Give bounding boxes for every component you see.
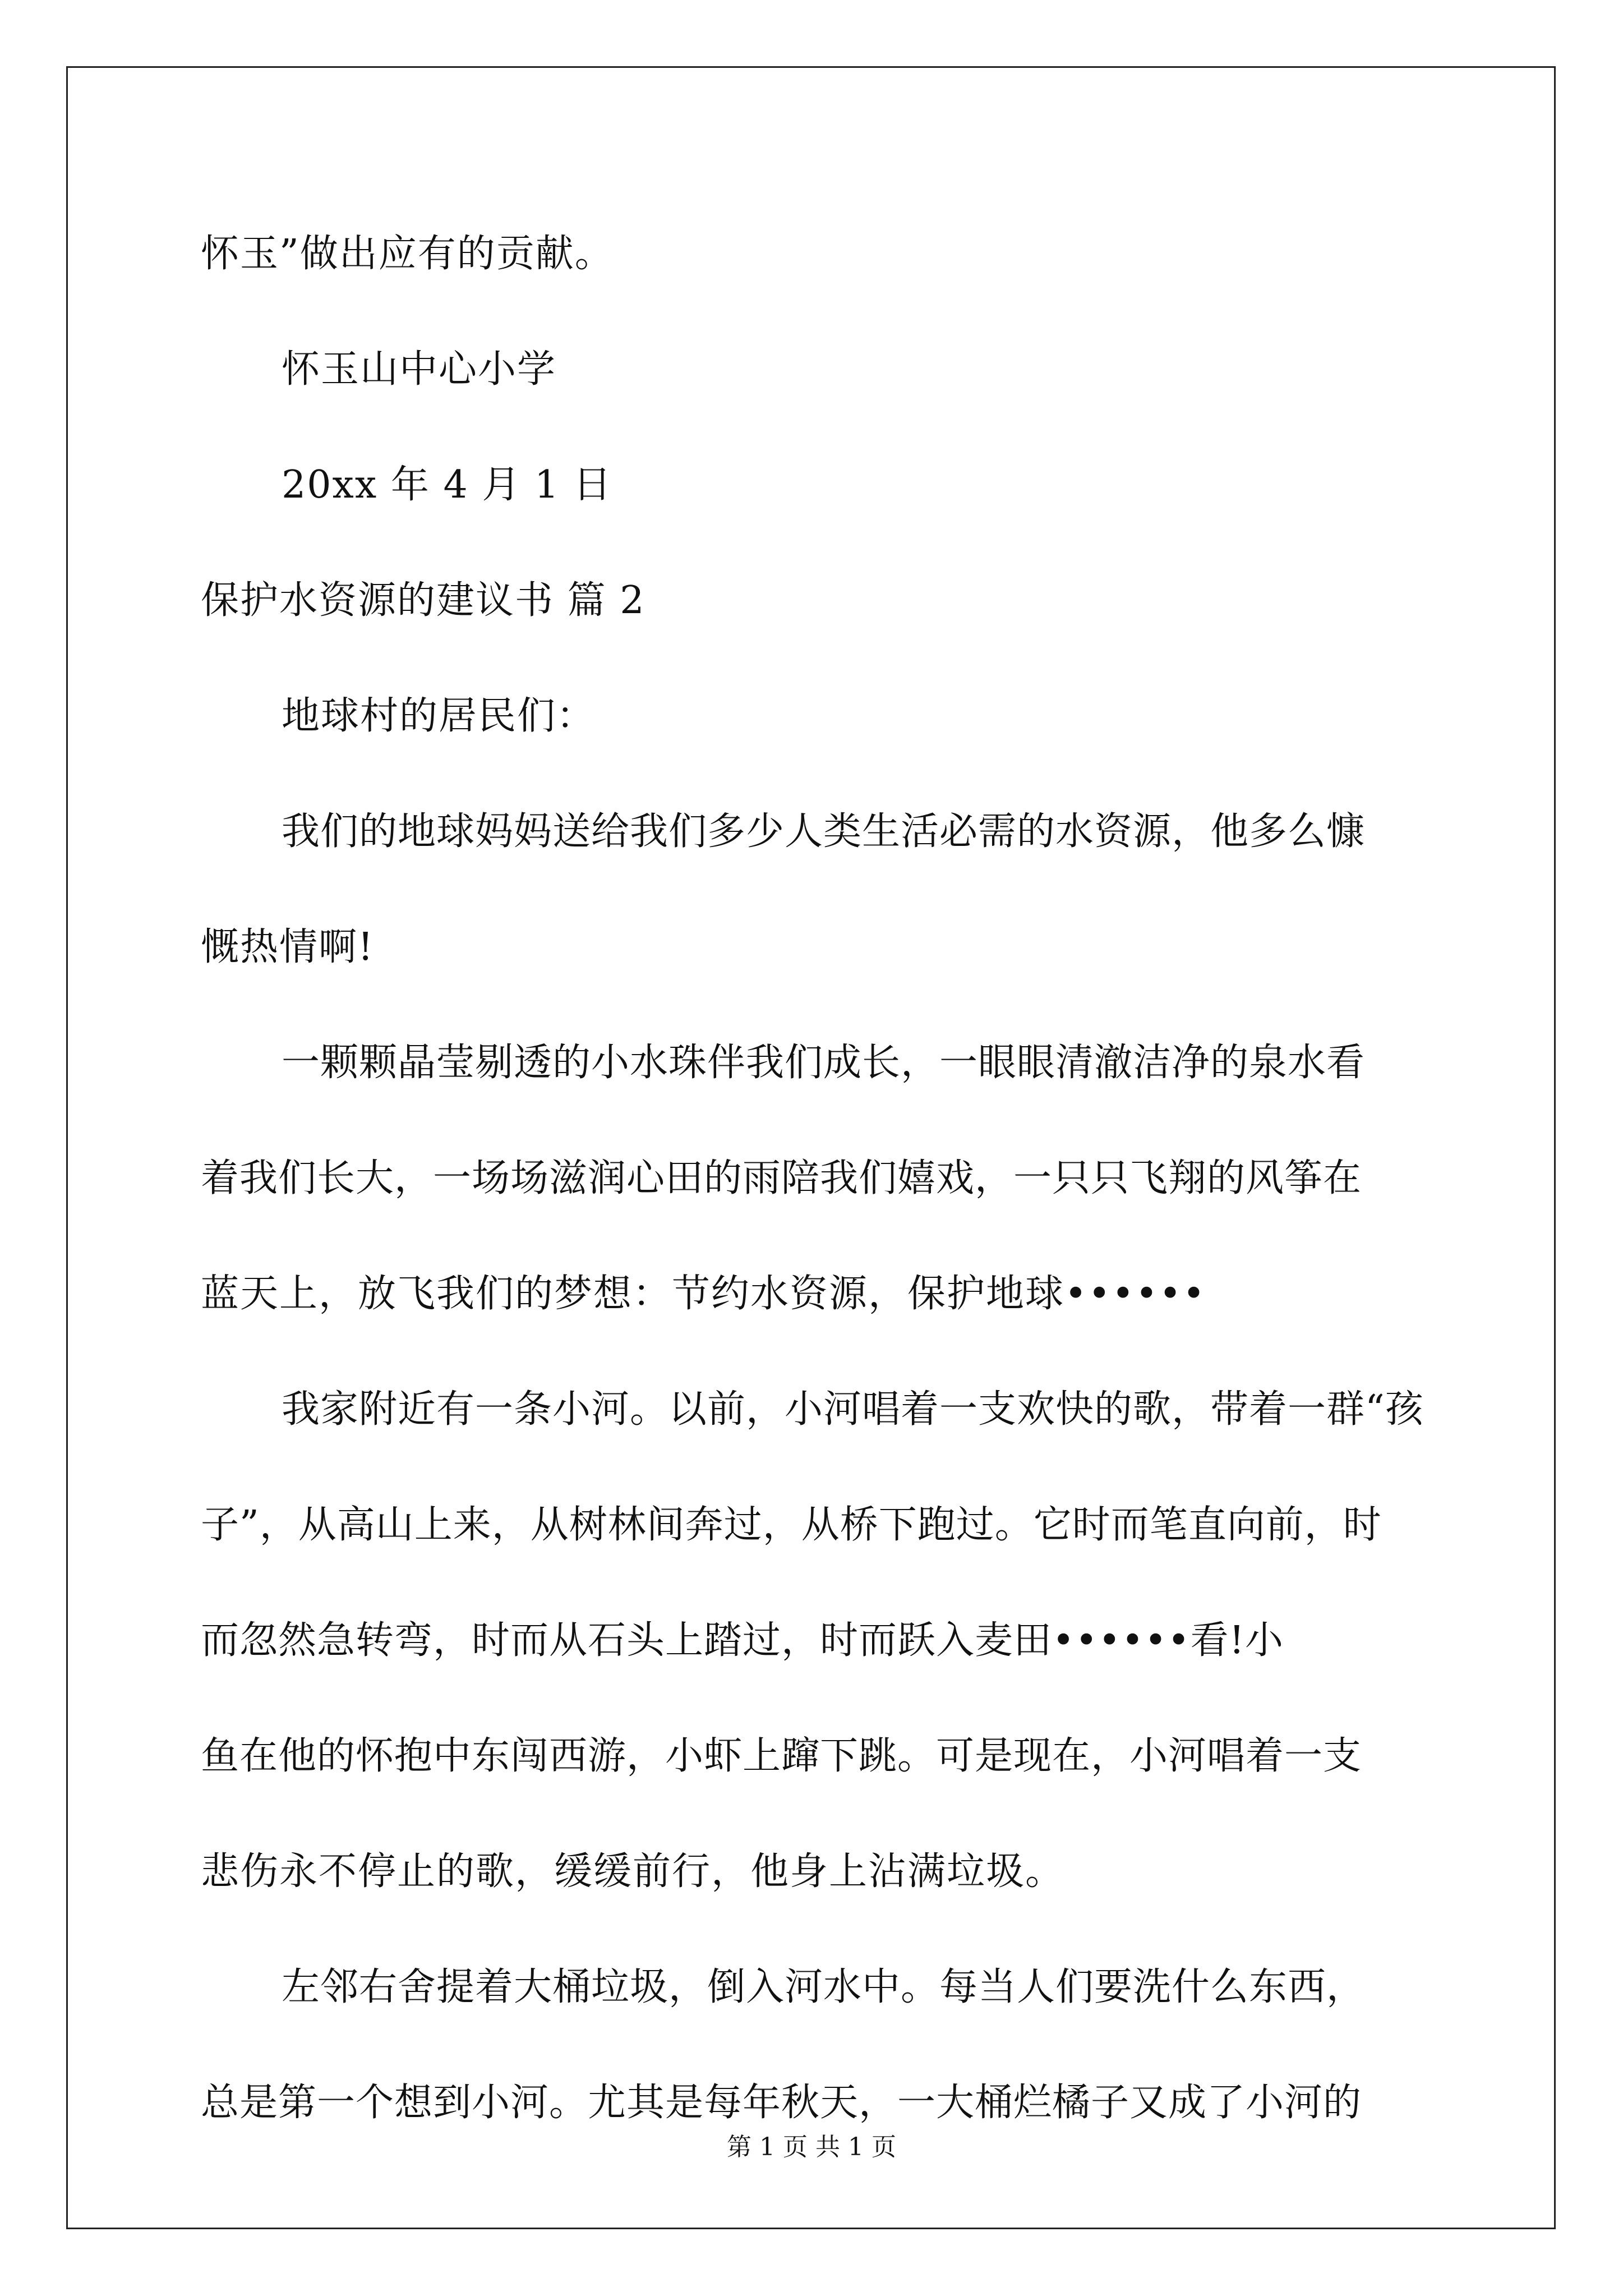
page-footer: 第 1 页 共 1 页: [727, 2133, 896, 2161]
text-line: 左邻右舍提着大桶垃圾，倒入河水中。每当人们要洗什么东西，: [282, 1965, 1366, 2009]
text-line: 悲伤永不停止的歌，缓缓前行，他身上沾满垃圾。: [201, 1849, 1065, 1894]
salutation: 地球村的居民们：: [282, 694, 596, 738]
signature-school: 怀玉山中心小学: [282, 347, 557, 392]
document-body: [201, 196, 1429, 2161]
text-line: 子”，从高山上来，从树林间奔过，从桥下跑过。它时而笔直向前，时: [201, 1503, 1382, 1547]
text-line: 我们的地球妈妈送给我们多少人类生活必需的水资源，他多么慷: [282, 809, 1366, 854]
text-line: 怀玉”做出应有的贡献。: [201, 232, 614, 276]
text-line: 着我们长大，一场场滋润心田的雨陪我们嬉戏，一只只飞翔的风筝在: [201, 1156, 1362, 1200]
text-line: 一颗颗晶莹剔透的小水珠伴我们成长，一眼眼清澈洁净的泉水看: [282, 1041, 1366, 1085]
signature-date: 20xx 年 4 月 1 日: [282, 463, 612, 507]
text-line: 鱼在他的怀抱中东闯西游，小虾上蹿下跳。可是现在，小河唱着一支: [201, 1734, 1362, 1778]
text-line: 我家附近有一条小河。以前，小河唱着一支欢快的歌，带着一群“孩: [282, 1387, 1424, 1432]
text-line: 蓝天上，放飞我们的梦想：节约水资源，保护地球••••••: [201, 1272, 1206, 1316]
text-line: 而忽然急转弯，时而从石头上踏过，时而跃入麦田••••••看!小: [201, 1618, 1284, 1663]
text-line: 慨热情啊!: [201, 925, 375, 969]
text-line: 总是第一个想到小河。尤其是每年秋天，一大桶烂橘子又成了小河的: [201, 2081, 1362, 2125]
section-heading: 保护水资源的建议书 篇 2: [201, 578, 645, 623]
